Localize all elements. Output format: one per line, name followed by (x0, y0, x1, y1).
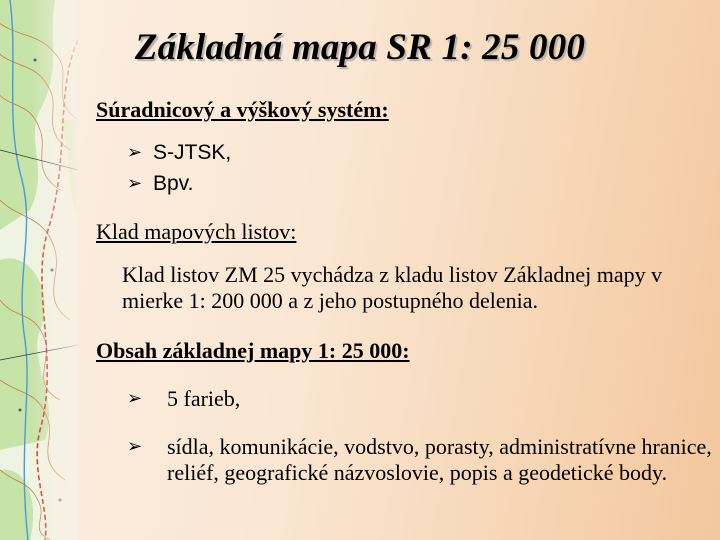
list-item-text: Bpv. (153, 172, 194, 195)
section-heading-map-sheet-layout: Klad mapových listov: (96, 219, 297, 244)
arrowhead-bullet-icon: ➢ (127, 142, 143, 163)
list-item-text: sídla, komunikácie, vodstvo, porasty, administratívne hranice, reliéf, geografické názvoslovie, popis a geodetické body. (167, 434, 712, 485)
map-fade-overlay (0, 0, 78, 540)
arrowhead-bullet-icon: ➢ (127, 436, 143, 457)
section-paragraph: Klad listov ZM 25 vychádza z kladu listov Základnej mapy v mierke 1: 200 000 a z jeho postupného delenia. (122, 262, 663, 313)
list-item (127, 434, 720, 486)
page-title: Základná mapa SR 1: 25 000 (134, 27, 586, 68)
section-heading-map-content: Obsah základnej mapy 1: 25 000: (96, 338, 410, 363)
arrowhead-bullet-icon: ➢ (127, 388, 143, 409)
section-heading-coordinate-system: Súradnicový a výškový systém: (96, 97, 389, 122)
list-item-text: 5 farieb, (167, 386, 241, 411)
list-item (127, 386, 240, 412)
topographic-map-strip (0, 0, 78, 540)
list-item (127, 140, 231, 166)
list-item-text: S-JTSK, (153, 141, 232, 164)
arrowhead-bullet-icon: ➢ (127, 173, 143, 194)
list-item (127, 171, 193, 197)
